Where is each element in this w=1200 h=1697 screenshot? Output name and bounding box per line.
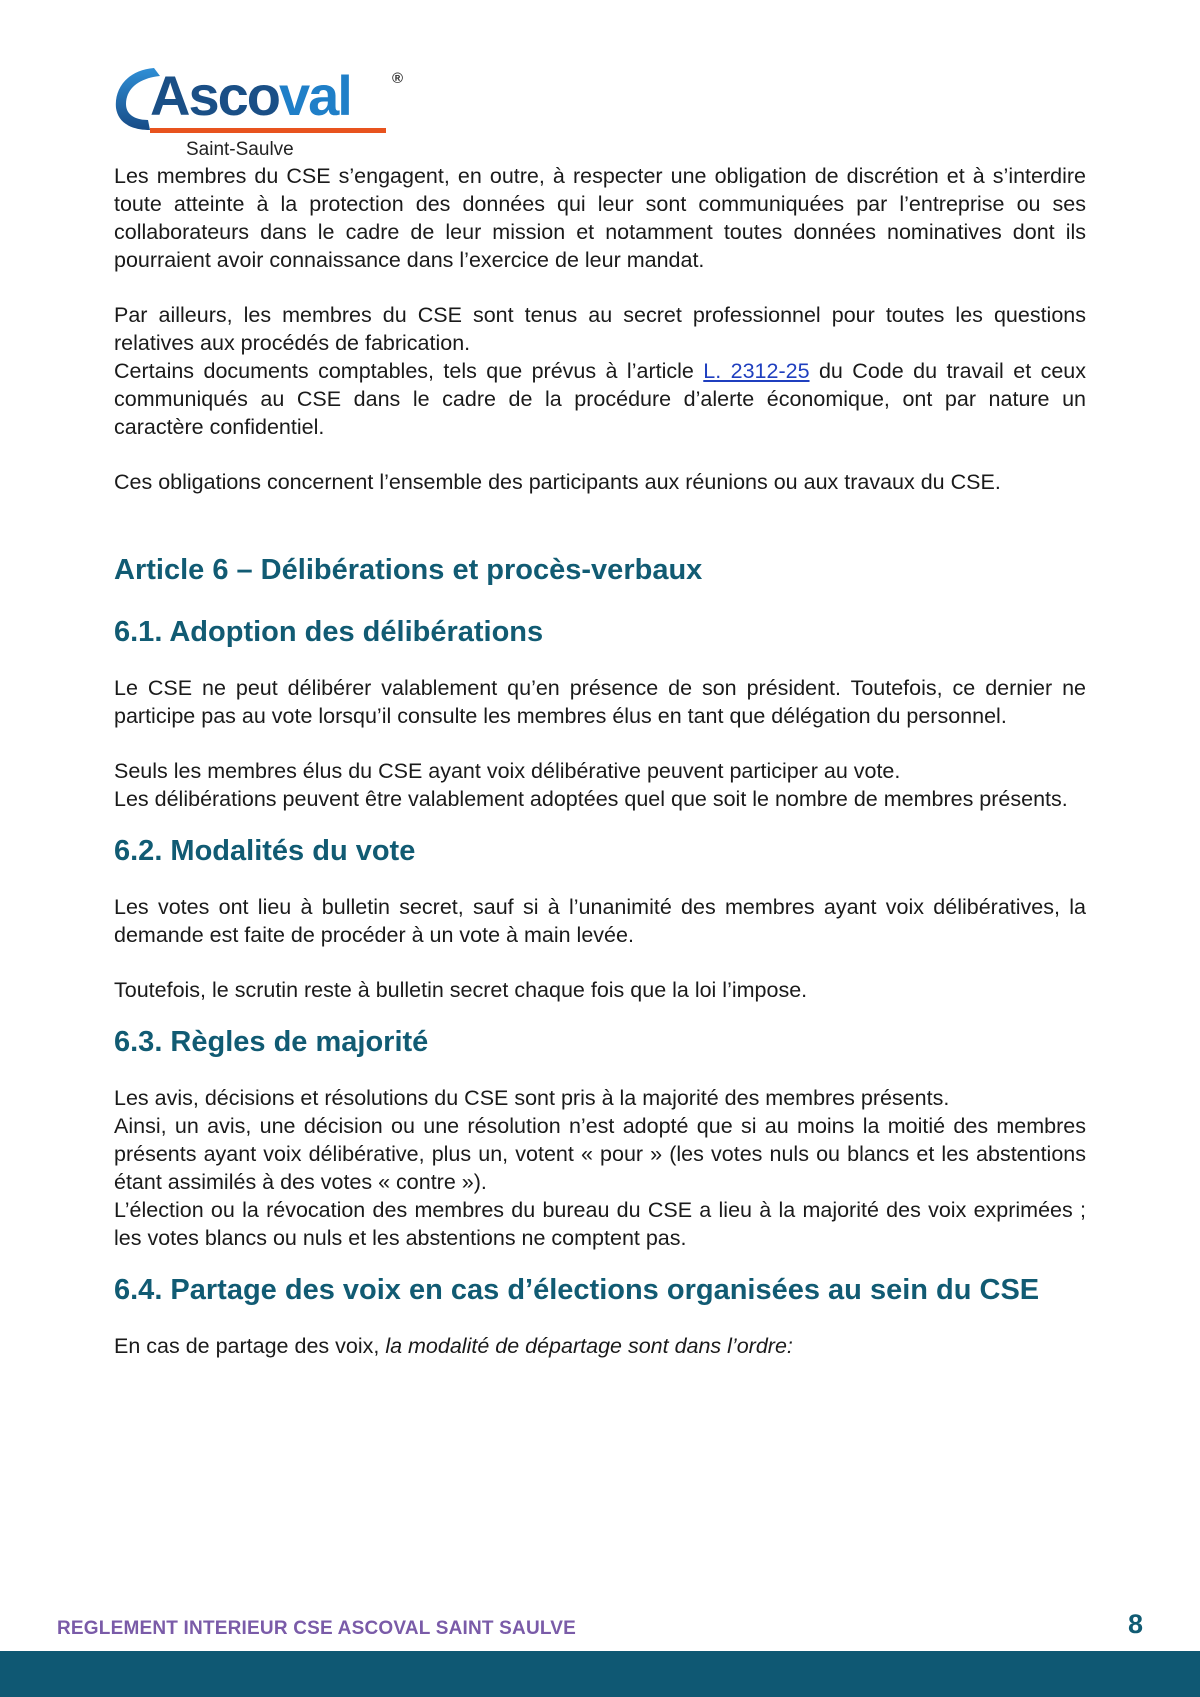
logo-underline [150,128,386,133]
section-6-2-title: 6.2. Modalités du vote [114,835,416,867]
paragraph-obligations: Ces obligations concernent l’ensemble des participants aux réunions ou aux travaux du CSE. [114,470,1001,494]
paragraph-documents: Certains documents comptables, tels que prévus à l’article L. 2312-25 du Code du travail et ceux communiqués au CSE dans le cadre de la procédure d’alerte économique, ont par nature un caractère confidentiel. [114,359,1087,439]
section-6-1-paragraph-3: Les délibérations peuvent être valablement adoptées quel que soit le nombre de membres présents. [114,787,1068,811]
section-6-2-paragraph-2: Toutefois, le scrutin reste à bulletin secret chaque fois que la loi l’impose. [114,978,808,1002]
footer-bar [0,1651,1200,1697]
paragraph-secret: Par ailleurs, les membres du CSE sont tenus au secret professionnel pour toutes les questions relatives aux procédés de fabrication. [114,303,1086,355]
section-6-3-paragraph-1: Les avis, décisions et résolutions du CSE sont pris à la majorité des membres présents. [114,1086,950,1110]
section-6-4-title: 6.4. Partage des voix en cas d’élections organisées au sein du CSE [114,1274,1040,1306]
section-6-2-paragraph-1: Les votes ont lieu à bulletin secret, sauf si à l’unanimité des membres ayant voix délibératives, la demande est faite de procéder à un vote à main levée. [114,895,1086,947]
footer-document-title: REGLEMENT INTERIEUR CSE ASCOVAL SAINT SAULVE [57,1618,577,1639]
paragraph-discretion: Les membres du CSE s’engagent, en outre, à respecter une obligation de discrétion et à s’interdire toute atteinte à la protection des données qui leur sont communiquées par l’entreprise ou ses collaborateurs dans le cadre de leur mission et notamment toutes données nominatives dont ils pourraient avoir connaissance dans l’exercice de leur mandat. [114,164,1086,272]
section-6-1-title: 6.1. Adoption des délibérations [114,616,544,648]
section-6-4-paragraph-1: En cas de partage des voix, la modalité de départage sont dans l’ordre: [114,1334,793,1358]
section-6-3-paragraph-2: Ainsi, un avis, une décision ou une résolution n’est adopté que si au moins la moitié des membres présents ayant voix délibérative, plus un, votent « pour » (les votes nuls ou blancs et les abstentions étant assimilés à des votes « contre »). [114,1114,1086,1194]
article-link[interactable]: L. 2312-25 [703,359,810,383]
section-6-1-paragraph-1: Le CSE ne peut délibérer valablement qu’en présence de son président. Toutefois, ce dernier ne participe pas au vote lorsqu’il consulte les membres élus en tant que délégation du personnel. [114,676,1086,728]
page-number: 8 [1127,1609,1143,1639]
company-logo [114,64,414,164]
section-6-3-paragraph-3: L’élection ou la révocation des membres du bureau du CSE a lieu à la majorité des voix exprimées ; les votes blancs ou nuls et les abstentions ne comptent pas. [114,1198,1086,1250]
document-body [114,162,1086,1360]
logo-wordmark: Ascoval [150,64,351,127]
logo-registered-mark: ® [392,70,404,87]
logo-city: Saint-Saulve [186,139,294,160]
section-6-1-paragraph-2: Seuls les membres élus du CSE ayant voix délibérative peuvent participer au vote. [114,759,901,783]
article-6-title: Article 6 – Délibérations et procès-verbaux [114,554,703,586]
section-6-3-title: 6.3. Règles de majorité [114,1026,429,1058]
